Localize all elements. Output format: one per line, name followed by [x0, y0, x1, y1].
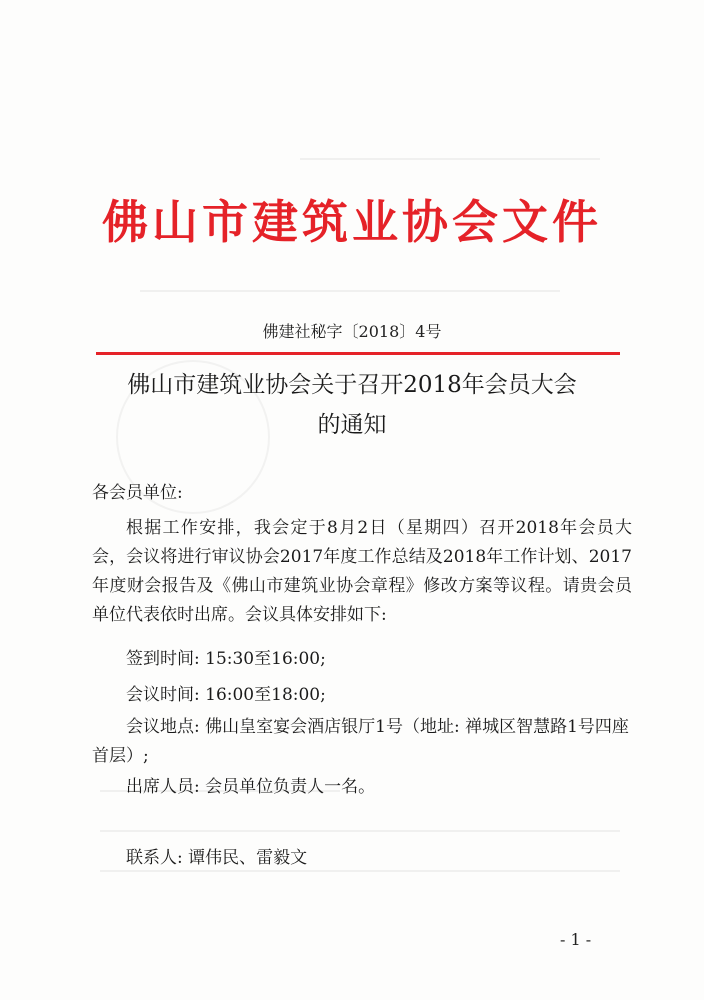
contact-persons: 联系人: 谭伟民、雷毅文 [126, 848, 308, 868]
bleed-through-line [100, 830, 620, 832]
salutation: 各会员单位: [92, 483, 183, 503]
notice-title-line-2: 的通知 [317, 412, 387, 438]
bleed-through-line [300, 158, 600, 160]
agenda-item-meeting-location: 会议地点: 佛山皇室宴会酒店银厅1号（地址: 禅城区智慧路1号四座首层）; [92, 717, 629, 766]
document-header-title: 佛山市建筑业协会文件 [102, 195, 602, 249]
bleed-through-line [140, 290, 560, 292]
notice-title [60, 365, 644, 445]
bleed-through-line [100, 870, 620, 872]
document-number: 佛建社秘字〔2018〕4号 [262, 322, 442, 341]
red-divider-line [96, 352, 620, 355]
body-paragraph: 根据工作安排，我会定于8月2日（星期四）召开2018年会员大会，会议将进行审议协会2017年度工作总结及2018年工作计划、2017年度财会报告及《佛山市建筑业协会章程》修改方案等议程。请贵会员单位代表依时出席。会议具体安排如下: [92, 518, 632, 625]
notice-title-line-1: 佛山市建筑业协会关于召开2018年会员大会 [127, 372, 577, 398]
agenda-item-meeting-time: 会议时间: 16:00至18:00; [126, 685, 326, 705]
agenda-item-signin-time: 签到时间: 15:30至16:00; [126, 649, 326, 669]
agenda-item-attendees: 出席人员: 会员单位负责人一名。 [126, 777, 376, 797]
page-number: - 1 - [560, 930, 592, 949]
